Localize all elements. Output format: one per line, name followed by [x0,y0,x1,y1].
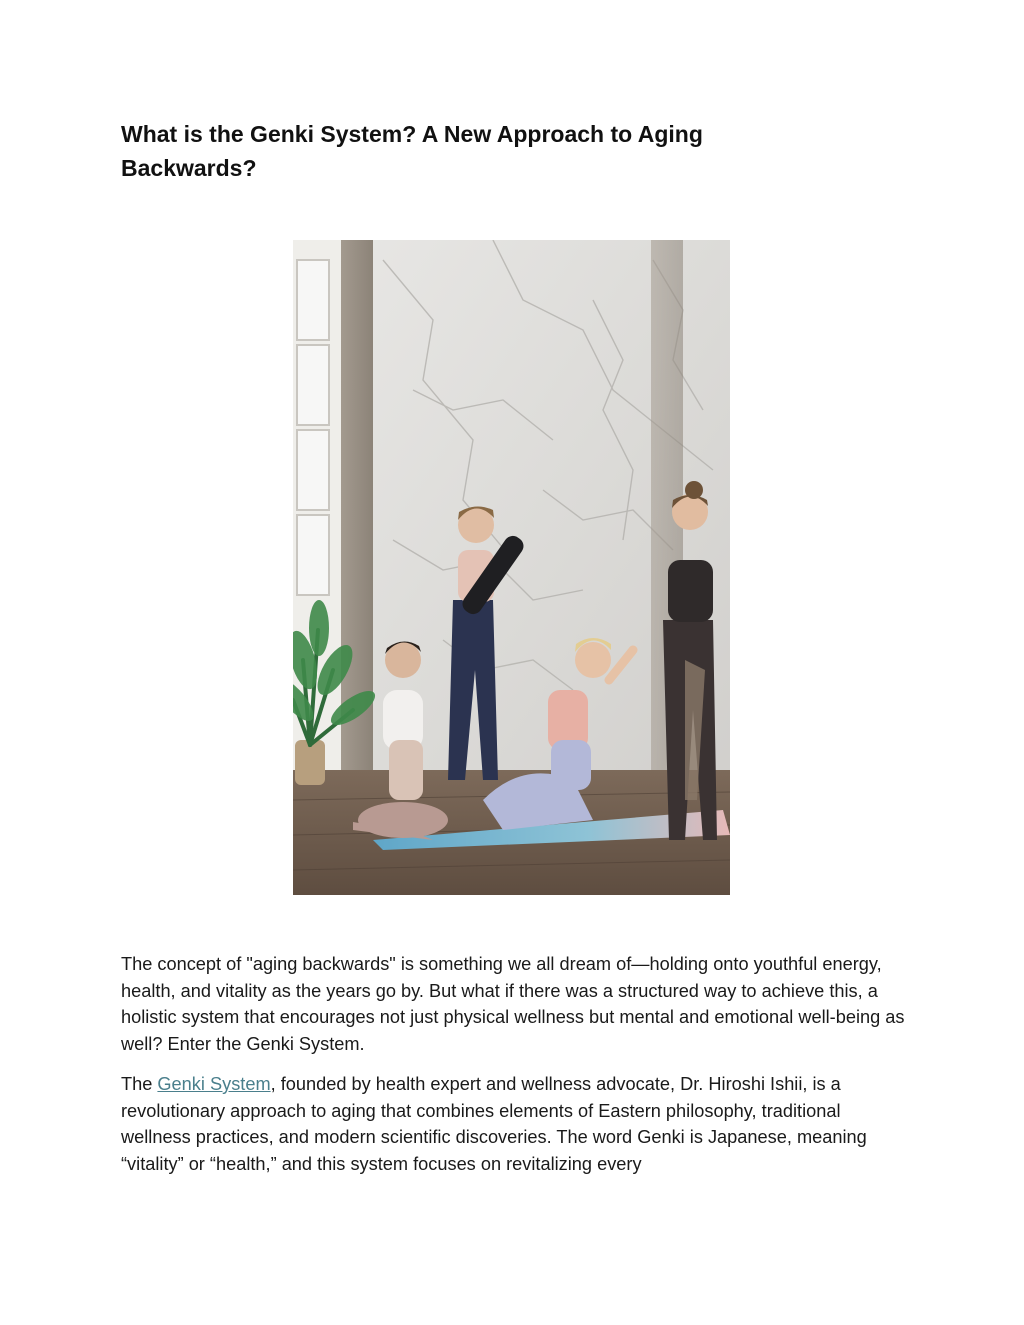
intro-paragraph: The concept of "aging backwards" is something we all dream of—holding onto youthful energy, health, and vitality as the years go by. But what if there was a structured way to achieve this, a holistic system that encourages not just physical wellness but mental and emotional well-being as well? Enter the Genki System. [121,954,905,1054]
paragraph-rest-text: , founded by health expert and wellness advocate, Dr. Hiroshi Ishii, is a revolutionary approach to aging that combines elements of Eastern philosophy, traditional wellness practices, and modern scientific discoveries. The word Genki is Japanese, meaning “vitality” or “health,” and this system focuses on revitalizing every [121,1074,867,1174]
genki-description-paragraph [121,1071,906,1177]
article-title: What is the Genki System? A New Approach to Aging Backwards? [121,121,703,181]
genki-system-link[interactable]: Genki System [157,1074,271,1094]
paragraph-lead-text: The [121,1074,158,1094]
article-photo [293,240,730,895]
